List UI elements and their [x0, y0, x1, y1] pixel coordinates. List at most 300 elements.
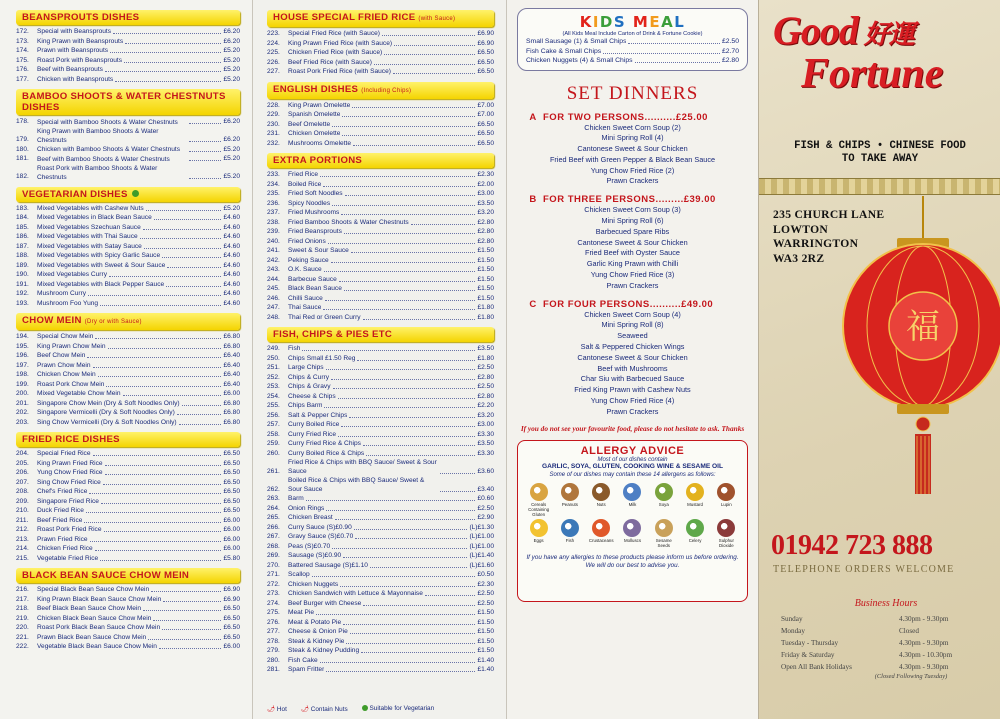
item-number: 196. — [16, 352, 29, 359]
item-name: Black Bean Sauce — [288, 285, 342, 292]
item-number: 182. — [16, 173, 29, 180]
item-name: Mushrooms Omelette — [288, 139, 352, 147]
hours-row — [781, 613, 991, 625]
item-name: Beef with Beansprouts — [37, 66, 103, 73]
menu-item — [267, 382, 494, 392]
item-name: Singapore Vermicelli (Dry & Soft Noodles Only) — [37, 409, 175, 416]
item-name: Chicken Black Bean Sauce Chow Mein — [37, 614, 152, 622]
item-price: £4.60 — [223, 261, 240, 269]
allergen-label: Soya — [658, 501, 669, 507]
item-price: £2.70 — [721, 47, 739, 55]
item-name: Peking Sauce — [288, 256, 329, 264]
item-price: £4.60 — [223, 242, 240, 250]
set-dinner-dish: Fried Beef with Oyster Sauce — [585, 248, 680, 258]
item-number: 194. — [16, 333, 29, 340]
item-leader — [342, 129, 475, 136]
section-header — [16, 432, 240, 447]
menu-section — [16, 187, 240, 309]
item-price: £6.40 — [223, 352, 240, 359]
menu-item — [267, 589, 494, 599]
item-number: 245. — [267, 285, 280, 292]
item-price: £3.30 — [477, 430, 494, 438]
menu-item — [267, 110, 494, 120]
item-leader — [393, 67, 476, 74]
item-leader — [361, 646, 475, 653]
allergen-icon — [561, 483, 579, 501]
item-name: Fried Soft Noodles — [288, 190, 343, 197]
item-number: 231. — [267, 130, 280, 137]
kids-title-letter: E — [649, 13, 662, 31]
item-name: Sausage (S)£0.90 — [288, 552, 342, 559]
section-title: BEANSPROUTS DISHES — [22, 12, 140, 23]
menu-item — [16, 145, 240, 155]
hours-day: Open All Bank Holidays — [781, 663, 852, 671]
item-number: 192. — [16, 290, 29, 297]
menu-item — [16, 280, 240, 290]
item-name: Spam Fritter — [288, 666, 325, 673]
item-leader — [86, 506, 222, 513]
menu-item — [267, 656, 494, 666]
section-title: HOUSE SPECIAL FRIED RICE — [273, 12, 416, 23]
item-number: 248. — [267, 313, 280, 321]
kids-title-letter: S — [613, 13, 627, 31]
menu-item — [267, 237, 494, 247]
menu-item — [16, 604, 240, 614]
item-price: £6.50 — [223, 633, 240, 641]
item-number: 270. — [267, 561, 280, 569]
menu-item — [16, 487, 240, 497]
item-number: 191. — [16, 280, 29, 288]
item-name: Mixed Vegetables with Cashew Nuts — [37, 204, 144, 212]
set-dinner-group — [517, 112, 748, 188]
item-name: Chicken Sandwich with Lettuce & Mayonnaise — [288, 590, 423, 597]
item-number: 261. — [267, 467, 280, 475]
item-name: Fish Cake & Small Chips — [526, 47, 602, 55]
kids-meal-desc: (All Kids Meal Include Carton of Drink & Fortune Cookie) — [562, 31, 703, 37]
item-price: £2.00 — [477, 180, 494, 188]
item-number: 205. — [16, 459, 29, 467]
item-name: Boiled Rice & Chips with BBQ Sauce/ Sweet & Sour Sauce — [288, 477, 425, 493]
item-name: Chips & Curry — [288, 373, 330, 381]
item-name: Cheese & Chips — [288, 392, 336, 400]
item-name: Mixed Vegetables with Satay Sauce — [37, 242, 142, 250]
item-price: £5.20 — [223, 145, 240, 153]
menu-item — [267, 129, 494, 139]
item-price: £1.50 — [477, 637, 494, 645]
allergen-label: Nuts — [596, 501, 606, 507]
set-dinner-dish: Prawn Crackers — [606, 176, 659, 186]
item-price: £6.50 — [223, 478, 240, 486]
item-number: 197. — [16, 361, 29, 369]
item-leader — [326, 504, 475, 511]
item-number: 212. — [16, 526, 29, 533]
allergen-icon — [623, 483, 641, 501]
item-number: 208. — [16, 488, 29, 495]
menu-item — [267, 265, 494, 275]
item-price: £6.50 — [223, 469, 240, 476]
item-leader — [352, 101, 475, 108]
menu-item — [267, 218, 494, 228]
item-price: £5.20 — [223, 75, 240, 83]
item-number: 236. — [267, 199, 280, 207]
section-title: BLACK BEAN SAUCE CHOW MEIN — [22, 570, 190, 581]
item-number: 265. — [267, 514, 280, 521]
item-number: 209. — [16, 497, 29, 505]
item-number: 250. — [267, 354, 280, 362]
business-hours: Business Hours Sunday 4.30pm - 9.30pm Monday Closed Tuesday - Thursday 4.30pm - 9.30pm Friday & Saturday 4.30pm - 10.30pm Open All Bank Holidays 4.30pm - 9.30pm (Closed Following Tuesday) — [781, 598, 991, 680]
allergen-icon — [686, 483, 704, 501]
item-leader — [90, 535, 222, 542]
section-items — [267, 101, 494, 149]
item-price: £2.50 — [477, 599, 494, 607]
item-leader — [98, 370, 222, 377]
item-number: 267. — [267, 533, 280, 540]
item-number: 256. — [267, 411, 280, 419]
address: 235 CHURCH LANE LOWTON WARRINGTON WA3 2RZ — [773, 208, 885, 265]
item-leader — [366, 449, 475, 456]
item-leader — [353, 139, 475, 146]
menu-item — [267, 208, 494, 218]
menu-item — [267, 646, 494, 656]
item-leader — [603, 47, 720, 54]
item-number: 279. — [267, 647, 280, 654]
item-number: 247. — [267, 304, 280, 311]
section-items — [16, 204, 240, 309]
set-dinner-dish: Yung Chow Fried Rice (3) — [590, 270, 675, 280]
item-name: Special Fried Rice — [37, 450, 91, 457]
menu-item — [267, 580, 494, 590]
item-number: 179. — [16, 136, 29, 143]
item-leader — [320, 656, 476, 663]
item-name: Fish Cake — [288, 656, 318, 664]
item-price: £6.00 — [223, 535, 240, 543]
hours-row — [781, 637, 991, 649]
item-leader — [101, 497, 222, 504]
allergen — [618, 519, 647, 548]
item-name: Prawn Chow Mein — [37, 361, 91, 369]
item-price: £1.50 — [477, 647, 494, 654]
item-number: 186. — [16, 233, 29, 240]
menu-item — [16, 399, 240, 409]
section-title: FISH, CHIPS & PIES ETC — [273, 329, 393, 340]
menu-item — [267, 504, 494, 514]
item-name: King Prawn with Bamboo Shoots & Water Chestnuts — [37, 127, 159, 144]
menu-item — [267, 246, 494, 256]
item-name: Sing Chow Fried Rice — [37, 478, 101, 486]
menu-item — [16, 468, 240, 478]
item-name: Special with Bamboo Shoots & Water Chestnuts — [37, 118, 178, 126]
item-name: Salt & Pepper Chips — [288, 411, 348, 419]
legend: 🌶 Hot 🌶 Contain Nuts Suitable for Vegetarian — [267, 705, 435, 713]
item-name: King Prawn with Beansprouts — [37, 37, 124, 45]
menu-panel-1 — [0, 0, 252, 719]
vegetarian-icon — [132, 190, 139, 197]
item-price: £6.80 — [223, 342, 240, 350]
item-name: Beef Burger with Cheese — [288, 599, 362, 607]
item-price: £3.20 — [477, 209, 494, 216]
item-price: £2.80 — [477, 237, 494, 245]
allergen-label: Mustard — [687, 501, 703, 507]
vegetarian-icon — [362, 705, 368, 711]
item-price: £6.50 — [223, 605, 240, 612]
item-leader — [331, 256, 476, 263]
item-name: O.K. Sauce — [288, 266, 322, 273]
item-number: 173. — [16, 37, 29, 45]
item-name: Barm — [288, 495, 304, 502]
set-dinner-dish: Salt & Peppered Chicken Wings — [580, 342, 685, 352]
set-dinner-dish: Fried Beef with Green Pepper & Black Bean Sauce — [549, 154, 716, 164]
item-price: £6.20 — [223, 37, 240, 45]
item-leader — [189, 178, 221, 179]
kids-title-letter: K — [579, 13, 593, 31]
item-leader — [440, 491, 475, 492]
allergen-icon — [530, 519, 548, 537]
item-number: 275. — [267, 609, 280, 616]
item-number: 204. — [16, 450, 29, 457]
item-name: Chips Small £1.50 Reg — [288, 354, 356, 362]
set-dinner-letter: C — [529, 298, 537, 310]
item-price: £6.20 — [223, 118, 240, 125]
item-number: 278. — [267, 637, 280, 645]
item-name: Chicken Breast — [288, 514, 333, 521]
item-name: Roast Pork Fried Rice (with Sauce) — [288, 68, 391, 75]
menu-item — [267, 284, 494, 294]
menu-item — [267, 637, 494, 647]
allergy-advice — [517, 440, 748, 602]
allergen — [587, 519, 616, 548]
menu-item — [267, 303, 494, 313]
menu-item — [267, 551, 494, 561]
menu-item — [267, 561, 494, 571]
item-leader — [153, 614, 221, 621]
item-price: £6.50 — [223, 450, 240, 457]
item-price: £6.40 — [223, 380, 240, 388]
allergen-label: Molluscs — [623, 537, 642, 543]
set-dinner-dish: Yung Chow Fried Rice (2) — [590, 165, 675, 175]
set-dinner-dish: Barbecued Spare Ribs — [595, 226, 670, 236]
hours-time: Closed — [899, 627, 919, 635]
set-dinner-dish: Chicken Sweet Corn Soup (3) — [584, 205, 681, 215]
item-price: £1.50 — [477, 256, 494, 264]
menu-item — [267, 532, 494, 542]
menu-section — [16, 313, 240, 427]
item-price: £6.90 — [477, 39, 494, 47]
item-price: £6.20 — [223, 28, 240, 35]
item-leader — [103, 478, 222, 485]
allergen-label: Sesame Seeds — [655, 537, 672, 548]
allergen-label: Cereals Containing Gluten — [528, 501, 550, 517]
item-leader — [143, 604, 221, 611]
telephone-orders: TELEPHONE ORDERS WELCOME — [773, 564, 955, 575]
allergen-label: Crustaceans — [588, 537, 614, 543]
item-name: Singapore Chow Mein (Dry & Soft Noodles Only) — [37, 399, 180, 407]
item-leader — [382, 29, 476, 36]
menu-item — [267, 363, 494, 373]
item-number: 183. — [16, 204, 29, 212]
item-number: 246. — [267, 294, 280, 302]
item-leader — [123, 389, 222, 396]
item-leader — [113, 27, 221, 34]
item-price: £0.60 — [477, 495, 494, 502]
section-subtitle: (Dry or with Sauce) — [84, 319, 142, 325]
item-number: 181. — [16, 155, 29, 162]
item-price: £6.00 — [223, 516, 240, 524]
set-dinner-header — [517, 299, 748, 310]
item-price: £1.80 — [477, 313, 494, 321]
item-price: £6.90 — [477, 30, 494, 37]
allergen-label: Fish — [565, 537, 575, 543]
item-name: Roast Pork Fried Rice — [37, 526, 102, 533]
allergen — [712, 519, 741, 548]
item-leader — [140, 232, 222, 239]
menu-item — [16, 585, 240, 595]
item-name: Chicken Omelette — [288, 130, 341, 137]
kids-meal-items — [526, 37, 739, 66]
item-price: (L)£1.40 — [469, 552, 494, 559]
allergen-icon — [717, 483, 735, 501]
menu-item — [267, 476, 494, 494]
item-leader — [341, 420, 475, 427]
item-number: 276. — [267, 618, 280, 626]
set-dinner-dish: Mini Spring Roll (4) — [601, 133, 664, 143]
brand-logo: Good $^{好運}$ Fortune — [773, 8, 944, 97]
item-number: 189. — [16, 261, 29, 269]
item-price: £2.30 — [477, 171, 494, 178]
decorative-band — [759, 178, 1000, 195]
menu-item — [16, 389, 240, 399]
item-name: Beef Omelette — [288, 120, 331, 128]
item-name: Fried Mushrooms — [288, 209, 340, 216]
item-name: Chicken Fried Rice — [37, 545, 93, 552]
item-name: King Prawn Fried Rice (with Sauce) — [288, 39, 393, 47]
item-price: £3.30 — [477, 449, 494, 457]
item-leader — [344, 284, 476, 291]
menu-item — [267, 665, 494, 675]
menu-item — [16, 370, 240, 380]
menu-item — [16, 595, 240, 605]
item-number: 243. — [267, 266, 280, 273]
section-items — [16, 27, 240, 84]
set-dinner-dish: Mini Spring Roll (6) — [601, 216, 664, 226]
allergen-label: Peanuts — [561, 501, 578, 507]
item-name: Sweet & Sour Sauce — [288, 247, 349, 254]
menu-item — [267, 294, 494, 304]
item-price: £5.20 — [223, 204, 240, 212]
menu-item — [267, 608, 494, 618]
item-leader — [338, 430, 475, 437]
item-name: Scallop — [288, 571, 310, 578]
item-price: £4.60 — [223, 299, 240, 307]
item-number: 259. — [267, 440, 280, 447]
menu-item — [267, 120, 494, 130]
item-price: £1.50 — [477, 285, 494, 292]
item-number: 193. — [16, 299, 29, 307]
item-name: Beef with Bamboo Shoots & Water Chestnuts — [37, 155, 170, 163]
item-leader — [349, 411, 475, 418]
menu-item — [16, 270, 240, 280]
allergen — [680, 483, 709, 517]
item-number: 249. — [267, 345, 280, 352]
kids-meal-item — [526, 37, 739, 47]
item-leader — [338, 392, 476, 399]
menu-panel-3 — [506, 0, 758, 719]
allergy-title: ALLERGY ADVICE — [580, 444, 685, 457]
item-leader — [342, 110, 475, 117]
menu-item — [16, 623, 240, 633]
hours-time: 4.30pm - 9.30pm — [899, 639, 949, 647]
allergen-label: Lupin — [720, 501, 732, 507]
item-leader — [189, 160, 221, 161]
menu-item — [16, 37, 240, 47]
menu-item — [267, 344, 494, 354]
hours-day: Monday — [781, 627, 805, 635]
item-leader — [332, 542, 467, 549]
kids-meal-item — [526, 56, 739, 66]
set-dinner-dish: Chicken Sweet Corn Soup (4) — [584, 309, 681, 319]
set-dinner-group — [517, 194, 748, 291]
item-leader — [87, 351, 221, 358]
allergen — [555, 483, 584, 517]
kids-meal-title — [526, 13, 739, 31]
item-number: 180. — [16, 145, 29, 153]
item-leader — [95, 544, 222, 551]
item-price: £2.80 — [477, 218, 494, 226]
item-leader — [351, 246, 476, 253]
menu-section — [267, 327, 494, 675]
item-name: King Prawn Omelette — [288, 101, 351, 109]
section-title: VEGETARIAN DISHES — [22, 188, 128, 200]
menu-item — [267, 411, 494, 421]
menu-item — [16, 380, 240, 390]
item-leader — [328, 237, 476, 244]
item-leader — [335, 513, 476, 520]
section-title: ENGLISH DISHES — [273, 83, 359, 95]
menu-item — [267, 101, 494, 111]
item-number: 213. — [16, 535, 29, 543]
item-leader — [363, 313, 476, 320]
set-dinners — [517, 83, 748, 433]
menu-panel-2 — [252, 0, 506, 719]
item-leader — [88, 289, 221, 296]
item-name: Large Chips — [288, 364, 324, 371]
set-dinners-title: SET DINNERS — [566, 82, 699, 104]
menu-item — [267, 180, 494, 190]
menu-item — [267, 401, 494, 411]
item-price: £1.80 — [477, 304, 494, 311]
item-number: 187. — [16, 242, 29, 250]
item-name: Mixed Vegetables in Black Bean Sauce — [37, 214, 152, 221]
item-number: 234. — [267, 180, 280, 188]
item-number: 274. — [267, 599, 280, 607]
menu-item — [267, 67, 494, 77]
item-price: £5.20 — [223, 173, 240, 180]
item-price: £1.50 — [477, 609, 494, 616]
set-dinner-dish: Chicken Sweet Corn Soup (2) — [584, 122, 681, 132]
item-leader — [320, 170, 475, 177]
item-name: Gravy Sauce (S)£0.70 — [288, 533, 354, 540]
item-price: £1.50 — [477, 247, 494, 254]
item-leader — [166, 280, 221, 287]
kids-title-letter: I — [592, 13, 600, 31]
item-leader — [343, 618, 475, 625]
item-number: 185. — [16, 223, 29, 231]
item-number: 268. — [267, 542, 280, 550]
item-leader — [115, 75, 221, 82]
menu-item — [16, 204, 240, 214]
item-number: 257. — [267, 421, 280, 428]
item-price: £6.90 — [223, 595, 240, 603]
item-name: Special with Beansprouts — [37, 28, 112, 35]
